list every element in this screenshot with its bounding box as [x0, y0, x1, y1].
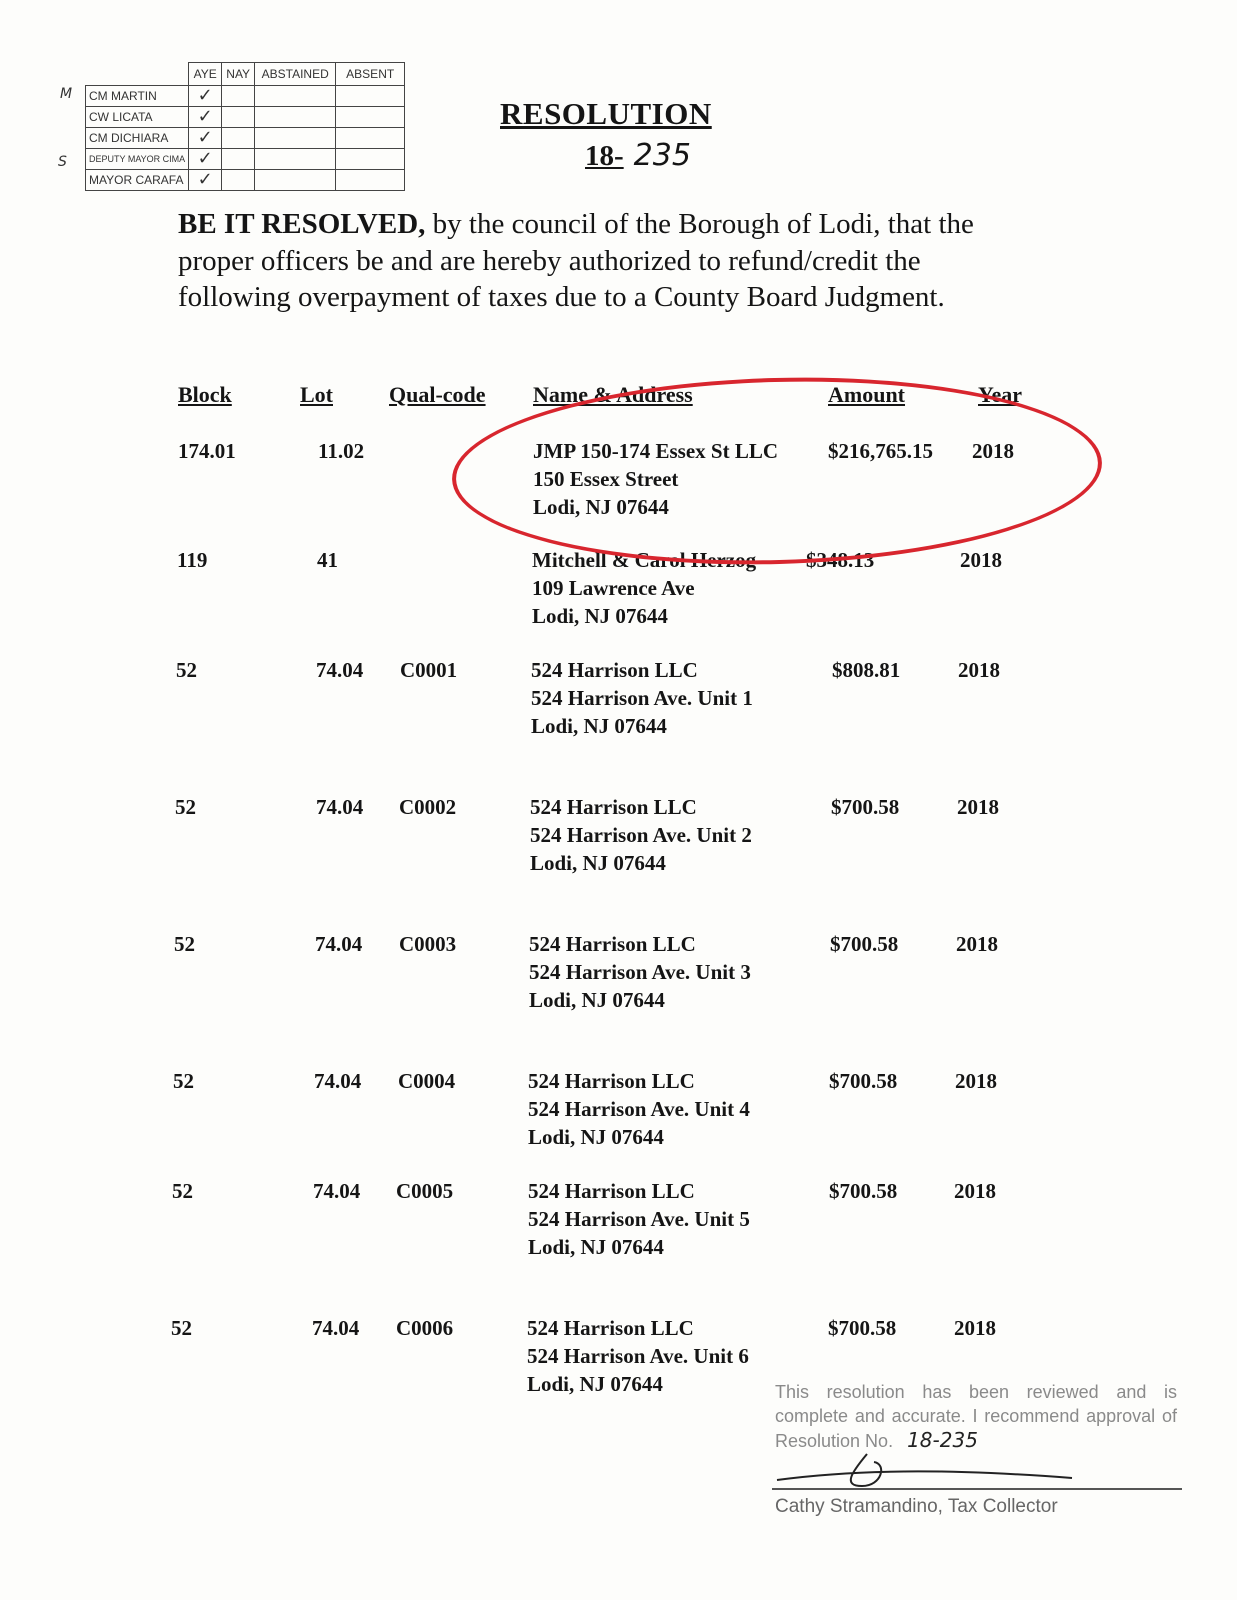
council-member-name: CM MARTIN	[86, 86, 189, 107]
cell-name-address	[527, 1314, 749, 1398]
aye-check-mark: ✓	[189, 107, 222, 128]
vote-header-abstained: ABSTAINED	[255, 63, 336, 86]
street-address: 150 Essex Street	[533, 467, 679, 491]
column-header-year: Year	[978, 382, 1022, 407]
street-address: 524 Harrison Ave. Unit 3	[529, 960, 751, 984]
city-state-zip: Lodi, NJ 07644	[529, 988, 665, 1012]
signature-scribble	[772, 1452, 1092, 1492]
cell-amount: $808.81	[832, 658, 901, 682]
cell-year: 2018	[955, 1069, 997, 1093]
certification-text: This resolution has been reviewed and is complete and accurate. I recommend approval of Resolution No.	[775, 1382, 1177, 1451]
vote-header-absent: ABSENT	[336, 63, 405, 86]
cell-block: 52	[174, 932, 195, 956]
city-state-zip: Lodi, NJ 07644	[527, 1372, 663, 1396]
owner-name: 524 Harrison LLC	[530, 795, 697, 819]
cell-qual-code: C0005	[396, 1179, 454, 1203]
cell-name-address	[529, 930, 751, 1014]
aye-check-mark: ✓	[189, 149, 222, 170]
city-state-zip: Lodi, NJ 07644	[528, 1235, 664, 1259]
preamble-text: by the council of the Borough of Lodi, that the proper officers be and are hereby authorized to refund/credit the following overpayment of taxes due to a County Board Judgment.	[178, 208, 974, 313]
cell-lot: 74.04	[313, 1179, 361, 1203]
cell-year: 2018	[957, 795, 999, 819]
street-address: 524 Harrison Ave. Unit 1	[531, 686, 753, 710]
signer-name: Cathy Stramandino, Tax Collector	[775, 1496, 1058, 1517]
owner-name: 524 Harrison LLC	[528, 1179, 695, 1203]
cell-amount: $700.58	[828, 1316, 897, 1340]
cell-lot: 74.04	[312, 1316, 360, 1340]
owner-name: JMP 150-174 Essex St LLC	[533, 439, 779, 463]
cell-amount: $348.13	[806, 548, 875, 572]
street-address: 524 Harrison Ave. Unit 4	[528, 1097, 750, 1121]
cell-block: 52	[172, 1179, 193, 1203]
cell-amount: $700.58	[829, 1179, 898, 1203]
vote-row	[86, 128, 405, 149]
owner-name: Mitchell & Carol Herzog	[532, 548, 757, 572]
cell-name-address	[530, 793, 752, 877]
vote-header-aye: AYE	[189, 63, 222, 86]
cell-lot: 41	[317, 548, 338, 572]
certification-stamp	[775, 1380, 1177, 1453]
cell-block: 52	[173, 1069, 194, 1093]
cell-qual-code: C0001	[400, 658, 458, 682]
city-state-zip: Lodi, NJ 07644	[528, 1125, 664, 1149]
cell-qual-code: C0002	[399, 795, 457, 819]
cell-lot: 11.02	[318, 439, 365, 463]
city-state-zip: Lodi, NJ 07644	[532, 604, 668, 628]
vote-row	[86, 107, 405, 128]
owner-name: 524 Harrison LLC	[527, 1316, 694, 1340]
cell-qual-code: C0003	[399, 932, 457, 956]
cell-qual-code: C0006	[396, 1316, 454, 1340]
column-header-block: Block	[178, 382, 232, 407]
cell-lot: 74.04	[316, 658, 364, 682]
council-member-name: DEPUTY MAYOR CIMA	[86, 149, 189, 170]
council-member-name: CM DICHIARA	[86, 128, 189, 149]
cell-year: 2018	[958, 658, 1000, 682]
cell-year: 2018	[960, 548, 1002, 572]
resolution-title: RESOLUTION	[500, 96, 712, 131]
street-address: 524 Harrison Ave. Unit 5	[528, 1207, 750, 1231]
cell-name-address	[528, 1067, 750, 1151]
city-state-zip: Lodi, NJ 07644	[533, 495, 669, 519]
council-member-name: MAYOR CARAFA	[86, 170, 189, 191]
cell-amount: $700.58	[831, 795, 900, 819]
cell-block: 52	[175, 795, 196, 819]
column-header-amount: Amount	[828, 382, 906, 407]
cell-amount: $216,765.15	[828, 439, 933, 463]
column-header-name-address: Name & Address	[533, 382, 693, 407]
owner-name: 524 Harrison LLC	[531, 658, 698, 682]
vote-row	[86, 86, 405, 107]
aye-check-mark: ✓	[189, 86, 222, 107]
cell-amount: $700.58	[829, 1069, 898, 1093]
cell-lot: 74.04	[316, 795, 364, 819]
resolution-number	[585, 138, 691, 173]
cell-amount: $700.58	[830, 932, 899, 956]
council-member-name: CW LICATA	[86, 107, 189, 128]
preamble-lead: BE IT RESOLVED,	[178, 208, 426, 240]
vote-table	[85, 62, 405, 191]
cell-block: 52	[171, 1316, 192, 1340]
aye-check-mark: ✓	[189, 128, 222, 149]
cell-lot: 74.04	[314, 1069, 362, 1093]
vote-row	[86, 170, 405, 191]
cell-qual-code: C0004	[398, 1069, 456, 1093]
city-state-zip: Lodi, NJ 07644	[530, 851, 666, 875]
cell-name-address	[531, 656, 753, 740]
cell-year: 2018	[954, 1316, 996, 1340]
cell-year: 2018	[954, 1179, 996, 1203]
cell-year: 2018	[972, 439, 1014, 463]
certification-resolution-number: 18-235	[907, 1428, 978, 1452]
resolution-preamble	[178, 206, 1038, 316]
city-state-zip: Lodi, NJ 07644	[531, 714, 667, 738]
cell-block: 52	[176, 658, 197, 682]
cell-block: 174.01	[178, 439, 236, 463]
owner-name: 524 Harrison LLC	[529, 932, 696, 956]
cell-year: 2018	[956, 932, 998, 956]
column-header-lot: Lot	[300, 382, 333, 407]
column-header-qual-code: Qual-code	[389, 382, 486, 407]
street-address: 524 Harrison Ave. Unit 6	[527, 1344, 749, 1368]
vote-table-header	[86, 63, 405, 86]
vote-header-nay: NAY	[222, 63, 255, 86]
margin-note-second: S	[58, 154, 67, 170]
street-address: 524 Harrison Ave. Unit 2	[530, 823, 752, 847]
cell-block: 119	[177, 548, 208, 572]
owner-name: 524 Harrison LLC	[528, 1069, 695, 1093]
resolution-number-handwritten: 235	[633, 138, 691, 173]
resolution-number-prefix: 18-	[585, 140, 624, 172]
margin-note-motion: M	[60, 86, 73, 102]
aye-check-mark: ✓	[189, 170, 222, 191]
cell-lot: 74.04	[315, 932, 363, 956]
street-address: 109 Lawrence Ave	[532, 576, 695, 600]
cell-name-address	[528, 1177, 750, 1261]
vote-row	[86, 149, 405, 170]
